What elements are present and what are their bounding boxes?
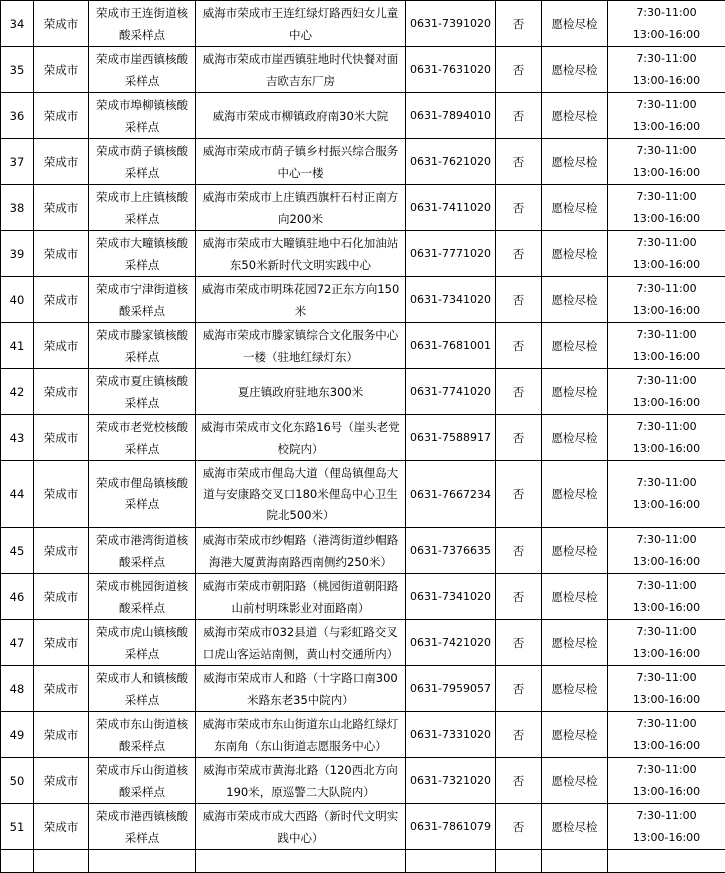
city-cell: 荣成市 <box>34 47 89 93</box>
table-row <box>1 93 725 139</box>
site-name: 荣成市东山街道核酸采样点 <box>89 712 196 758</box>
hours-morning: 7:30-11:00 <box>611 94 722 116</box>
test-scope: 愿检尽检 <box>542 139 608 185</box>
empty-cell <box>542 850 608 873</box>
phone-number: 0631-7771020 <box>406 231 496 277</box>
hours-afternoon: 13:00-16:00 <box>611 162 722 184</box>
site-address: 威海市荣成市俚岛大道（俚岛镇俚岛大道与安康路交叉口180米俚岛中心卫生院北500米） <box>196 461 406 528</box>
test-scope: 愿检尽检 <box>542 47 608 93</box>
service-hours <box>608 666 725 712</box>
city-cell: 荣成市 <box>34 758 89 804</box>
table-row <box>1 461 725 528</box>
city-cell: 荣成市 <box>34 461 89 528</box>
hours-afternoon: 13:00-16:00 <box>611 208 722 230</box>
site-number: 37 <box>1 139 34 185</box>
test-scope: 愿检尽检 <box>542 620 608 666</box>
site-name: 荣成市滕家镇核酸采样点 <box>89 323 196 369</box>
charge-flag: 否 <box>496 139 542 185</box>
city-cell: 荣成市 <box>34 231 89 277</box>
table-row <box>1 574 725 620</box>
test-scope: 愿检尽检 <box>542 415 608 461</box>
phone-number: 0631-7894010 <box>406 93 496 139</box>
table-row <box>1 712 725 758</box>
site-name: 荣成市大疃镇核酸采样点 <box>89 231 196 277</box>
phone-number: 0631-7391020 <box>406 1 496 47</box>
hours-afternoon: 13:00-16:00 <box>611 346 722 368</box>
phone-number: 0631-7621020 <box>406 139 496 185</box>
site-name: 荣成市斥山街道核酸采样点 <box>89 758 196 804</box>
site-number: 35 <box>1 47 34 93</box>
city-cell: 荣成市 <box>34 712 89 758</box>
test-scope: 愿检尽检 <box>542 1 608 47</box>
service-hours <box>608 415 725 461</box>
hours-afternoon: 13:00-16:00 <box>611 551 722 573</box>
site-address: 威海市荣成市纱帽路（港湾街道纱帽路海港大厦黄海南路西南侧约250米） <box>196 528 406 574</box>
site-number: 50 <box>1 758 34 804</box>
city-cell: 荣成市 <box>34 415 89 461</box>
site-number: 48 <box>1 666 34 712</box>
site-name: 荣成市埠柳镇核酸采样点 <box>89 93 196 139</box>
site-address: 威海市荣成市人和路（十字路口南300米路东老35中院内） <box>196 666 406 712</box>
hours-afternoon: 13:00-16:00 <box>611 689 722 711</box>
service-hours <box>608 93 725 139</box>
phone-number: 0631-7331020 <box>406 712 496 758</box>
charge-flag: 否 <box>496 461 542 528</box>
hours-morning: 7:30-11:00 <box>611 186 722 208</box>
site-number: 39 <box>1 231 34 277</box>
empty-cell <box>34 850 89 873</box>
empty-cell <box>196 850 406 873</box>
site-number: 34 <box>1 1 34 47</box>
service-hours <box>608 139 725 185</box>
site-name: 荣成市上庄镇核酸采样点 <box>89 185 196 231</box>
city-cell: 荣成市 <box>34 323 89 369</box>
site-address: 威海市荣成市滕家镇综合文化服务中心一楼（驻地红绿灯东） <box>196 323 406 369</box>
charge-flag: 否 <box>496 323 542 369</box>
charge-flag: 否 <box>496 528 542 574</box>
phone-number: 0631-7411020 <box>406 185 496 231</box>
city-cell: 荣成市 <box>34 620 89 666</box>
table-row <box>1 231 725 277</box>
site-address: 威海市荣成市荫子镇乡村振兴综合服务中心一楼 <box>196 139 406 185</box>
service-hours <box>608 47 725 93</box>
service-hours <box>608 804 725 850</box>
hours-morning: 7:30-11:00 <box>611 621 722 643</box>
hours-afternoon: 13:00-16:00 <box>611 70 722 92</box>
empty-cell <box>89 850 196 873</box>
site-number: 44 <box>1 461 34 528</box>
service-hours <box>608 231 725 277</box>
test-scope: 愿检尽检 <box>542 574 608 620</box>
charge-flag: 否 <box>496 93 542 139</box>
service-hours <box>608 528 725 574</box>
phone-number: 0631-7667234 <box>406 461 496 528</box>
site-name: 荣成市人和镇核酸采样点 <box>89 666 196 712</box>
site-name: 荣成市桃园街道核酸采样点 <box>89 574 196 620</box>
empty-cell <box>608 850 725 873</box>
table-row <box>1 1 725 47</box>
site-address: 威海市荣成市大疃镇驻地中石化加油站东50米新时代文明实践中心 <box>196 231 406 277</box>
table-row <box>1 323 725 369</box>
site-name: 荣成市港西镇核酸采样点 <box>89 804 196 850</box>
service-hours <box>608 323 725 369</box>
site-address: 威海市荣成市成大西路（新时代文明实践中心） <box>196 804 406 850</box>
site-name: 荣成市港湾街道核酸采样点 <box>89 528 196 574</box>
hours-morning: 7:30-11:00 <box>611 713 722 735</box>
test-scope: 愿检尽检 <box>542 369 608 415</box>
table-row <box>1 758 725 804</box>
phone-number: 0631-7588917 <box>406 415 496 461</box>
city-cell: 荣成市 <box>34 139 89 185</box>
hours-morning: 7:30-11:00 <box>611 667 722 689</box>
phone-number: 0631-7631020 <box>406 47 496 93</box>
charge-flag: 否 <box>496 574 542 620</box>
phone-number: 0631-7681001 <box>406 323 496 369</box>
hours-morning: 7:30-11:00 <box>611 2 722 24</box>
site-number: 40 <box>1 277 34 323</box>
site-address: 威海市荣成市王连红绿灯路西妇女儿童中心 <box>196 1 406 47</box>
test-scope: 愿检尽检 <box>542 758 608 804</box>
hours-morning: 7:30-11:00 <box>611 759 722 781</box>
charge-flag: 否 <box>496 712 542 758</box>
phone-number: 0631-7421020 <box>406 620 496 666</box>
site-address: 威海市荣成市崖西镇驻地时代快餐对面吉欧吉东厂房 <box>196 47 406 93</box>
site-number: 38 <box>1 185 34 231</box>
site-number: 49 <box>1 712 34 758</box>
hours-morning: 7:30-11:00 <box>611 805 722 827</box>
site-address: 威海市荣成市明珠花园72正东方向150米 <box>196 277 406 323</box>
site-name: 荣成市王连街道核酸采样点 <box>89 1 196 47</box>
site-address: 夏庄镇政府驻地东300米 <box>196 369 406 415</box>
charge-flag: 否 <box>496 758 542 804</box>
test-scope: 愿检尽检 <box>542 712 608 758</box>
table-body <box>1 1 725 873</box>
city-cell: 荣成市 <box>34 528 89 574</box>
hours-morning: 7:30-11:00 <box>611 324 722 346</box>
site-name: 荣成市俚岛镇核酸采样点 <box>89 461 196 528</box>
charge-flag: 否 <box>496 185 542 231</box>
site-number: 46 <box>1 574 34 620</box>
service-hours <box>608 1 725 47</box>
site-number: 45 <box>1 528 34 574</box>
table-row-partial <box>1 850 725 873</box>
hours-morning: 7:30-11:00 <box>611 575 722 597</box>
hours-afternoon: 13:00-16:00 <box>611 392 722 414</box>
service-hours <box>608 620 725 666</box>
phone-number: 0631-7341020 <box>406 277 496 323</box>
hours-morning: 7:30-11:00 <box>611 278 722 300</box>
phone-number: 0631-7321020 <box>406 758 496 804</box>
test-scope: 愿检尽检 <box>542 323 608 369</box>
empty-cell <box>406 850 496 873</box>
hours-afternoon: 13:00-16:00 <box>611 494 722 516</box>
test-scope: 愿检尽检 <box>542 528 608 574</box>
site-number: 43 <box>1 415 34 461</box>
charge-flag: 否 <box>496 666 542 712</box>
charge-flag: 否 <box>496 277 542 323</box>
table-row <box>1 369 725 415</box>
phone-number: 0631-7376635 <box>406 528 496 574</box>
hours-morning: 7:30-11:00 <box>611 472 722 494</box>
service-hours <box>608 712 725 758</box>
test-scope: 愿检尽检 <box>542 93 608 139</box>
hours-morning: 7:30-11:00 <box>611 529 722 551</box>
site-address: 威海市荣成市柳镇政府南30米大院 <box>196 93 406 139</box>
site-address: 威海市荣成市黄海北路（120西北方向190米，原巡警二大队院内） <box>196 758 406 804</box>
table-row <box>1 185 725 231</box>
empty-cell <box>1 850 34 873</box>
charge-flag: 否 <box>496 1 542 47</box>
table-row <box>1 804 725 850</box>
site-address: 威海市荣成市上庄镇西旗杆石村正南方向200米 <box>196 185 406 231</box>
test-scope: 愿检尽检 <box>542 277 608 323</box>
table-row <box>1 139 725 185</box>
test-scope: 愿检尽检 <box>542 185 608 231</box>
test-scope: 愿检尽检 <box>542 804 608 850</box>
table-row <box>1 47 725 93</box>
service-hours <box>608 461 725 528</box>
site-address: 威海市荣成市东山街道东山北路红绿灯东南角（东山街道志愿服务中心） <box>196 712 406 758</box>
site-name: 荣成市虎山镇核酸采样点 <box>89 620 196 666</box>
test-scope: 愿检尽检 <box>542 666 608 712</box>
hours-morning: 7:30-11:00 <box>611 370 722 392</box>
service-hours <box>608 574 725 620</box>
hours-afternoon: 13:00-16:00 <box>611 24 722 46</box>
phone-number: 0631-7341020 <box>406 574 496 620</box>
hours-morning: 7:30-11:00 <box>611 232 722 254</box>
city-cell: 荣成市 <box>34 369 89 415</box>
table-row <box>1 528 725 574</box>
phone-number: 0631-7741020 <box>406 369 496 415</box>
site-address: 威海市荣成市朝阳路（桃园街道朝阳路山前村明珠影业对面路南） <box>196 574 406 620</box>
city-cell: 荣成市 <box>34 185 89 231</box>
site-name: 荣成市荫子镇核酸采样点 <box>89 139 196 185</box>
city-cell: 荣成市 <box>34 574 89 620</box>
site-number: 41 <box>1 323 34 369</box>
hours-afternoon: 13:00-16:00 <box>611 781 722 803</box>
site-name: 荣成市崖西镇核酸采样点 <box>89 47 196 93</box>
charge-flag: 否 <box>496 415 542 461</box>
city-cell: 荣成市 <box>34 277 89 323</box>
site-number: 36 <box>1 93 34 139</box>
site-number: 51 <box>1 804 34 850</box>
site-number: 42 <box>1 369 34 415</box>
service-hours <box>608 185 725 231</box>
city-cell: 荣成市 <box>34 93 89 139</box>
city-cell: 荣成市 <box>34 804 89 850</box>
phone-number: 0631-7959057 <box>406 666 496 712</box>
charge-flag: 否 <box>496 369 542 415</box>
table-row <box>1 415 725 461</box>
table-row <box>1 620 725 666</box>
hours-afternoon: 13:00-16:00 <box>611 735 722 757</box>
hours-morning: 7:30-11:00 <box>611 48 722 70</box>
charge-flag: 否 <box>496 620 542 666</box>
table-row <box>1 277 725 323</box>
hours-afternoon: 13:00-16:00 <box>611 827 722 849</box>
phone-number: 0631-7861079 <box>406 804 496 850</box>
hours-afternoon: 13:00-16:00 <box>611 254 722 276</box>
hours-afternoon: 13:00-16:00 <box>611 300 722 322</box>
charge-flag: 否 <box>496 231 542 277</box>
site-address: 威海市荣成市032县道（与彩虹路交叉口虎山客运站南侧，黄山村交通所内） <box>196 620 406 666</box>
site-name: 荣成市夏庄镇核酸采样点 <box>89 369 196 415</box>
hours-morning: 7:30-11:00 <box>611 416 722 438</box>
hours-morning: 7:30-11:00 <box>611 140 722 162</box>
charge-flag: 否 <box>496 804 542 850</box>
test-scope: 愿检尽检 <box>542 461 608 528</box>
service-hours <box>608 369 725 415</box>
city-cell: 荣成市 <box>34 1 89 47</box>
hours-afternoon: 13:00-16:00 <box>611 597 722 619</box>
hours-afternoon: 13:00-16:00 <box>611 438 722 460</box>
hours-afternoon: 13:00-16:00 <box>611 116 722 138</box>
service-hours <box>608 277 725 323</box>
city-cell: 荣成市 <box>34 666 89 712</box>
table-row <box>1 666 725 712</box>
site-address: 威海市荣成市文化东路16号（崖头老党校院内） <box>196 415 406 461</box>
empty-cell <box>496 850 542 873</box>
site-name: 荣成市宁津街道核酸采样点 <box>89 277 196 323</box>
site-number: 47 <box>1 620 34 666</box>
test-scope: 愿检尽检 <box>542 231 608 277</box>
hours-afternoon: 13:00-16:00 <box>611 643 722 665</box>
service-hours <box>608 758 725 804</box>
charge-flag: 否 <box>496 47 542 93</box>
site-name: 荣成市老党校核酸采样点 <box>89 415 196 461</box>
